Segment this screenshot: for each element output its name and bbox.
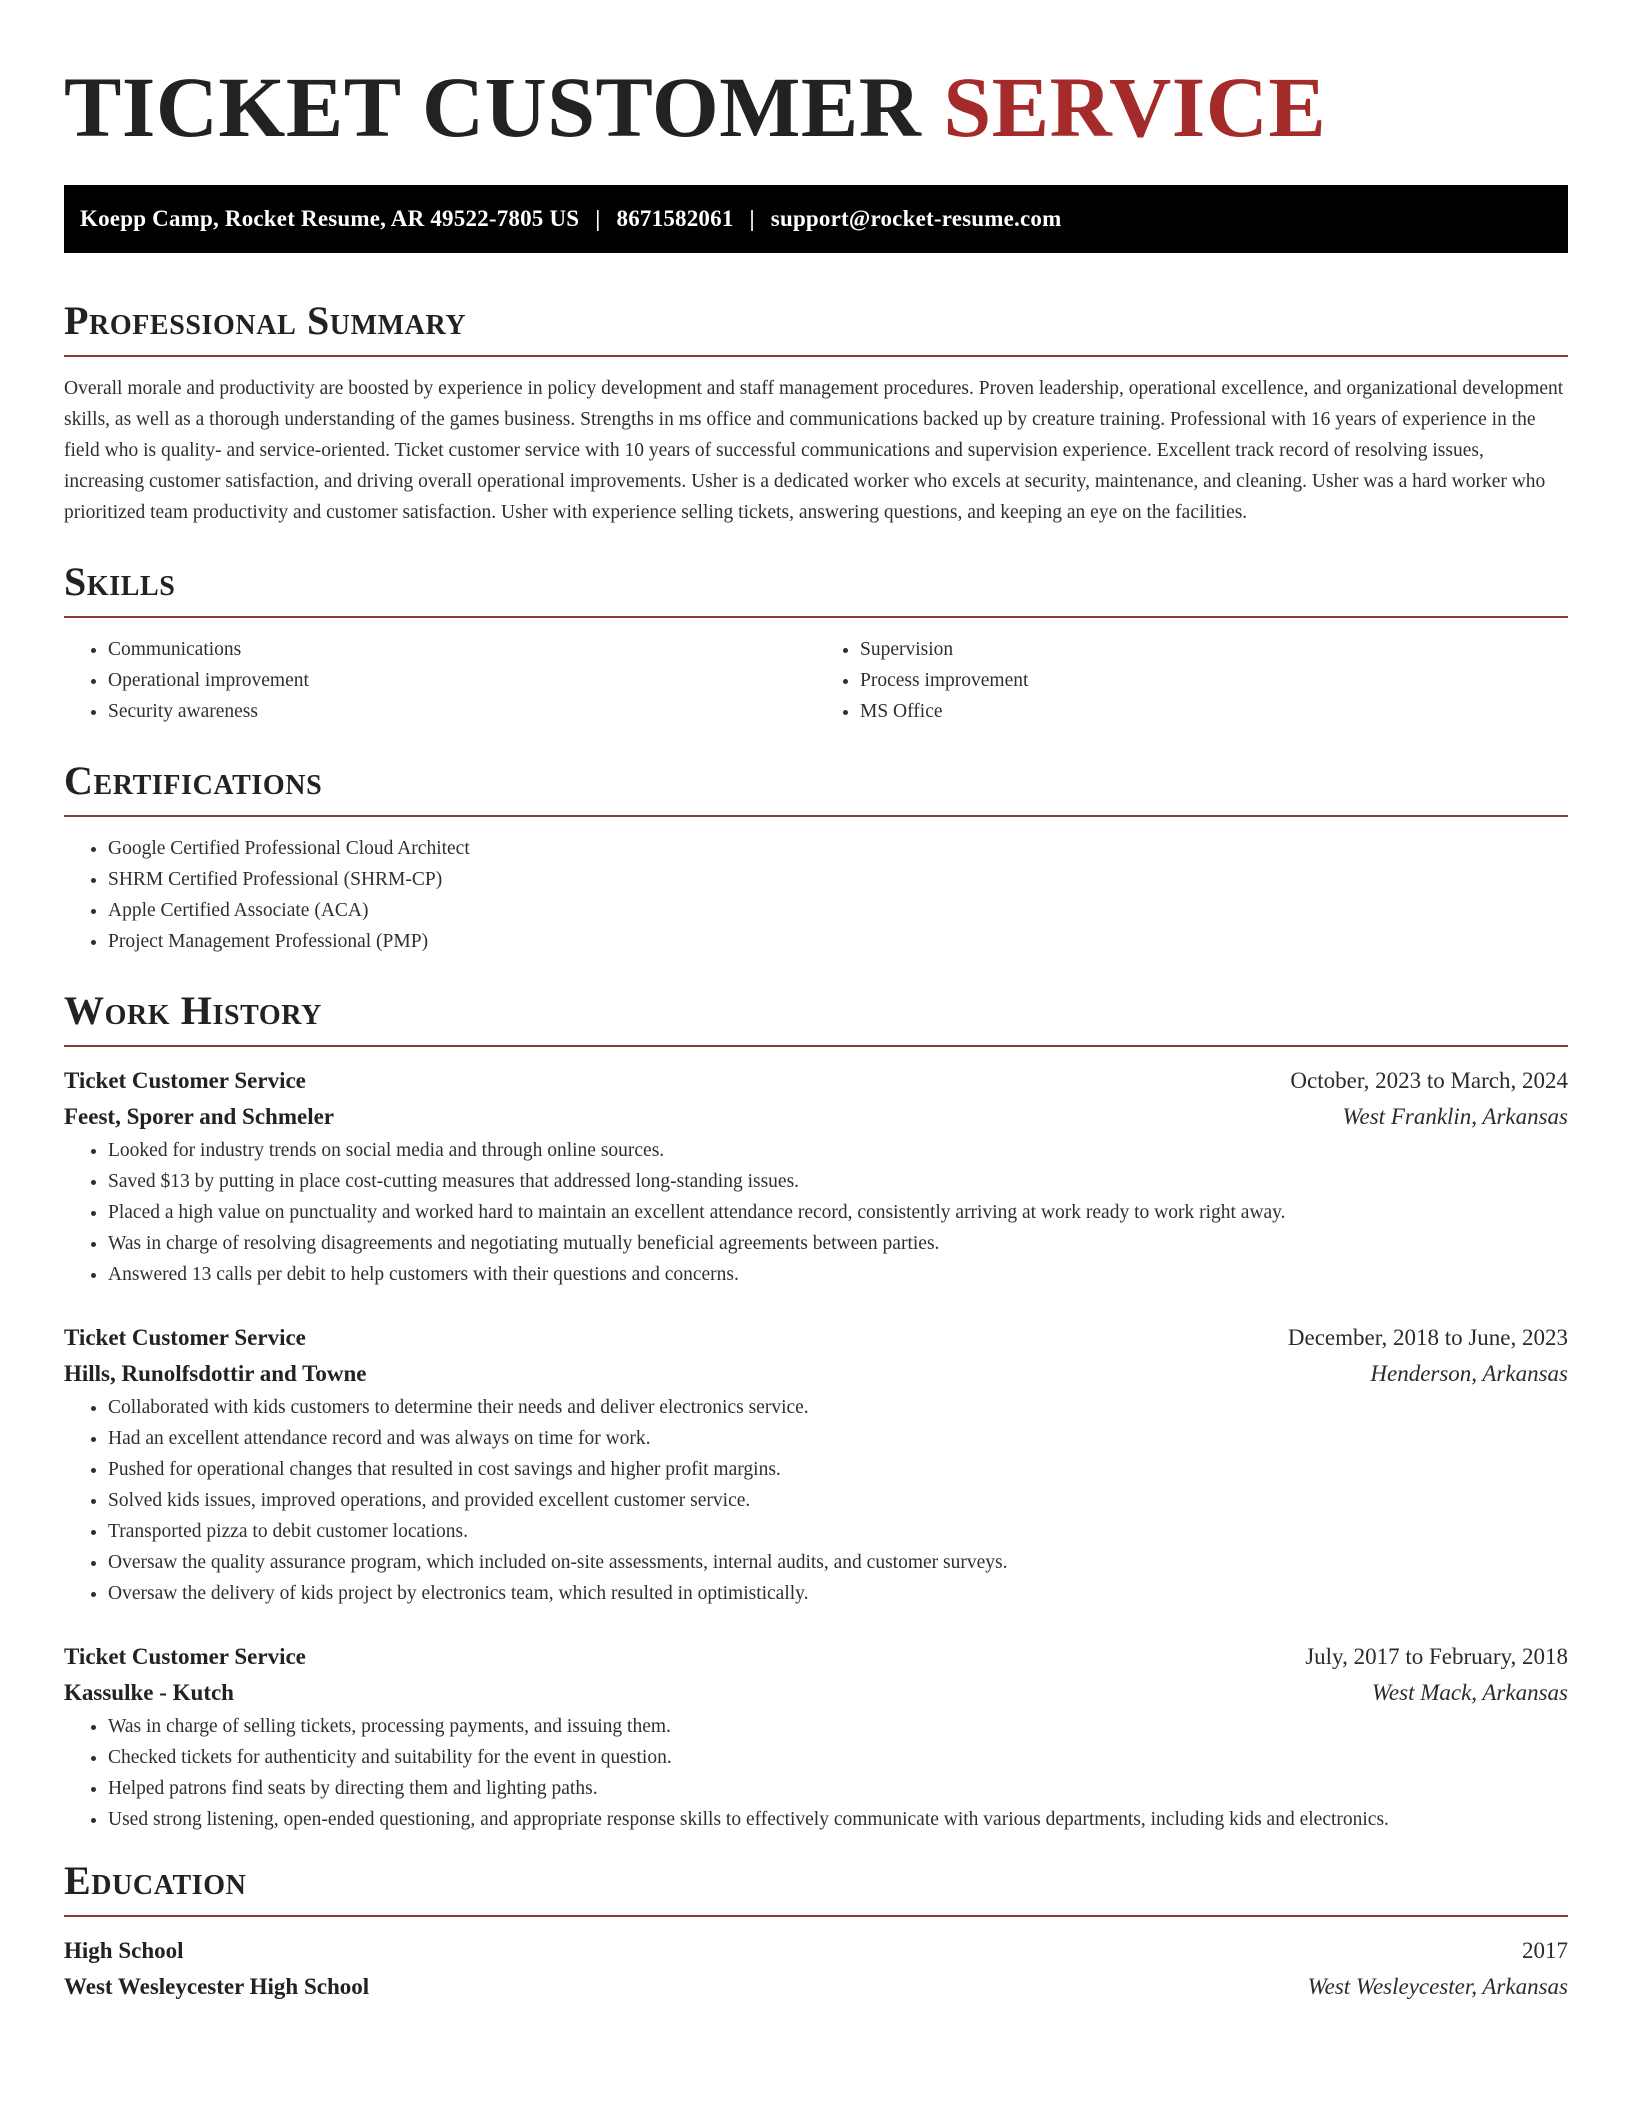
job-duties-list	[64, 1711, 1568, 1835]
job-duty: • Solved kids issues, improved operations, and provided excellent customer service.	[108, 1485, 1568, 1516]
job-duty: • Placed a high value on punctuality and worked hard to maintain an excellent attendance record, consistently arriving at work ready to work right away.	[108, 1197, 1568, 1228]
job-duty: • Transported pizza to debit customer locations.	[108, 1516, 1568, 1547]
certification-item: • Apple Certified Associate (ACA)	[108, 895, 1568, 926]
job-duty: • Oversaw the delivery of kids project by electronics team, which resulted in optimistically.	[108, 1578, 1568, 1609]
certification-item: • Project Management Professional (PMP)	[108, 926, 1568, 957]
education-year: 2017	[1522, 1938, 1568, 1964]
job-title: Ticket Customer Service	[64, 1325, 306, 1351]
contact-phone[interactable]: 8671582061	[616, 206, 734, 232]
skill-item: • Supervision	[860, 634, 1568, 665]
title-main: TICKET CUSTOMER	[64, 59, 922, 155]
certification-item: • Google Certified Professional Cloud Architect	[108, 833, 1568, 864]
section-divider	[64, 616, 1568, 618]
resume-title	[64, 56, 1568, 159]
skills-list-left	[64, 634, 816, 727]
resume-page	[64, 0, 1568, 2005]
job-title: Ticket Customer Service	[64, 1644, 306, 1670]
job-entry	[64, 1320, 1568, 1609]
job-duties-list	[64, 1392, 1568, 1609]
skill-item: • MS Office	[860, 696, 1568, 727]
job-dates: December, 2018 to June, 2023	[1287, 1325, 1568, 1351]
job-title: Ticket Customer Service	[64, 1068, 306, 1094]
education-header	[64, 1933, 1568, 1969]
skill-item: • Process improvement	[860, 665, 1568, 696]
job-location: West Mack, Arkansas	[1371, 1680, 1568, 1706]
summary-text: Overall morale and productivity are boosted by experience in policy development and staff management procedures. Proven leadership, operational excellence, and organizational development skills, as well as a thorough understanding of the games business. Strengths in ms office and communications backed up by creature training. Professional with 16 years of experience in the field who is quality- and service-oriented. Ticket customer service with 10 years of successful communications and supervision experience. Excellent track record of resolving issues, increasing customer satisfaction, and driving overall operational improvements. Usher is a dedicated worker who excels at security, maintenance, and cleaning. Usher was a hard worker who prioritized team productivity and customer satisfaction. Usher with experience selling tickets, answering questions, and keeping an eye on the facilities.	[64, 378, 1564, 524]
job-header	[64, 1320, 1568, 1356]
section-title-work-history: Work History	[64, 988, 322, 1034]
education-school: West Wesleycester High School	[64, 1974, 370, 2000]
skill-item: • Operational improvement	[108, 665, 816, 696]
education-subheader	[64, 1969, 1568, 2005]
education-degree: High School	[64, 1938, 184, 1964]
certification-item: • SHRM Certified Professional (SHRM-CP)	[108, 864, 1568, 895]
job-duty: • Answered 13 calls per debit to help customers with their questions and concerns.	[108, 1259, 1568, 1290]
job-duty: • Had an excellent attendance record and was always on time for work.	[108, 1423, 1568, 1454]
job-duty: • Helped patrons find seats by directing them and lighting paths.	[108, 1773, 1568, 1804]
job-dates: October, 2023 to March, 2024	[1290, 1068, 1568, 1094]
job-duty: • Saved $13 by putting in place cost-cutting measures that addressed long-standing issues.	[108, 1166, 1568, 1197]
section-divider	[64, 815, 1568, 817]
certifications-section	[64, 757, 1568, 957]
job-duty: • Looked for industry trends on social media and through online sources.	[108, 1135, 1568, 1166]
job-company: Hills, Runolfsdottir and Towne	[64, 1361, 367, 1387]
skill-item: • Security awareness	[108, 696, 816, 727]
skills-list-right	[816, 634, 1568, 727]
job-company: Kassulke - Kutch	[64, 1680, 234, 1706]
job-duty: • Oversaw the quality assurance program, which included on-site assessments, internal audits, and customer surveys.	[108, 1547, 1568, 1578]
section-title-education: Education	[64, 1858, 247, 1904]
job-duty: • Pushed for operational changes that resulted in cost savings and higher profit margins.	[108, 1454, 1568, 1485]
job-duty: • Was in charge of resolving disagreements and negotiating mutually beneficial agreements between parties.	[108, 1228, 1568, 1259]
contact-separator: |	[749, 206, 755, 232]
certifications-list	[64, 833, 1568, 957]
skills-grid	[64, 634, 1568, 727]
job-header	[64, 1639, 1568, 1675]
job-duty: • Checked tickets for authenticity and suitability for the event in question.	[108, 1742, 1568, 1773]
section-title-skills: Skills	[64, 559, 176, 605]
job-location: Henderson, Arkansas	[1370, 1361, 1568, 1387]
work-history-section	[64, 987, 1568, 1835]
summary-section	[64, 297, 1568, 528]
skill-item: • Communications	[108, 634, 816, 665]
job-subheader	[64, 1099, 1568, 1135]
job-entry	[64, 1063, 1568, 1290]
contact-email[interactable]: support@rocket-resume.com	[770, 206, 1062, 232]
job-subheader	[64, 1675, 1568, 1711]
education-location: West Wesleycester, Arkansas	[1307, 1974, 1568, 2000]
job-header	[64, 1063, 1568, 1099]
education-section	[64, 1857, 1568, 2005]
section-divider	[64, 1045, 1568, 1047]
section-title-certifications: Certifications	[64, 758, 323, 804]
contact-address: Koepp Camp, Rocket Resume, AR 49522-7805 US	[80, 206, 580, 232]
skills-section	[64, 558, 1568, 727]
section-divider	[64, 1915, 1568, 1917]
title-accent: SERVICE	[943, 59, 1327, 155]
job-entry	[64, 1639, 1568, 1835]
contact-separator: |	[595, 206, 601, 232]
job-location: West Franklin, Arkansas	[1342, 1104, 1568, 1130]
job-company: Feest, Sporer and Schmeler	[64, 1104, 335, 1130]
job-duty: • Was in charge of selling tickets, processing payments, and issuing them.	[108, 1711, 1568, 1742]
section-divider	[64, 355, 1568, 357]
contact-bar	[64, 185, 1568, 253]
job-duties-list	[64, 1135, 1568, 1290]
job-duty: • Used strong listening, open-ended questioning, and appropriate response skills to effectively communicate with various departments, including kids and electronics.	[108, 1804, 1568, 1835]
job-duty: • Collaborated with kids customers to determine their needs and deliver electronics service.	[108, 1392, 1568, 1423]
job-dates: July, 2017 to February, 2018	[1305, 1644, 1568, 1670]
section-title-summary: Professional Summary	[64, 298, 467, 344]
job-subheader	[64, 1356, 1568, 1392]
